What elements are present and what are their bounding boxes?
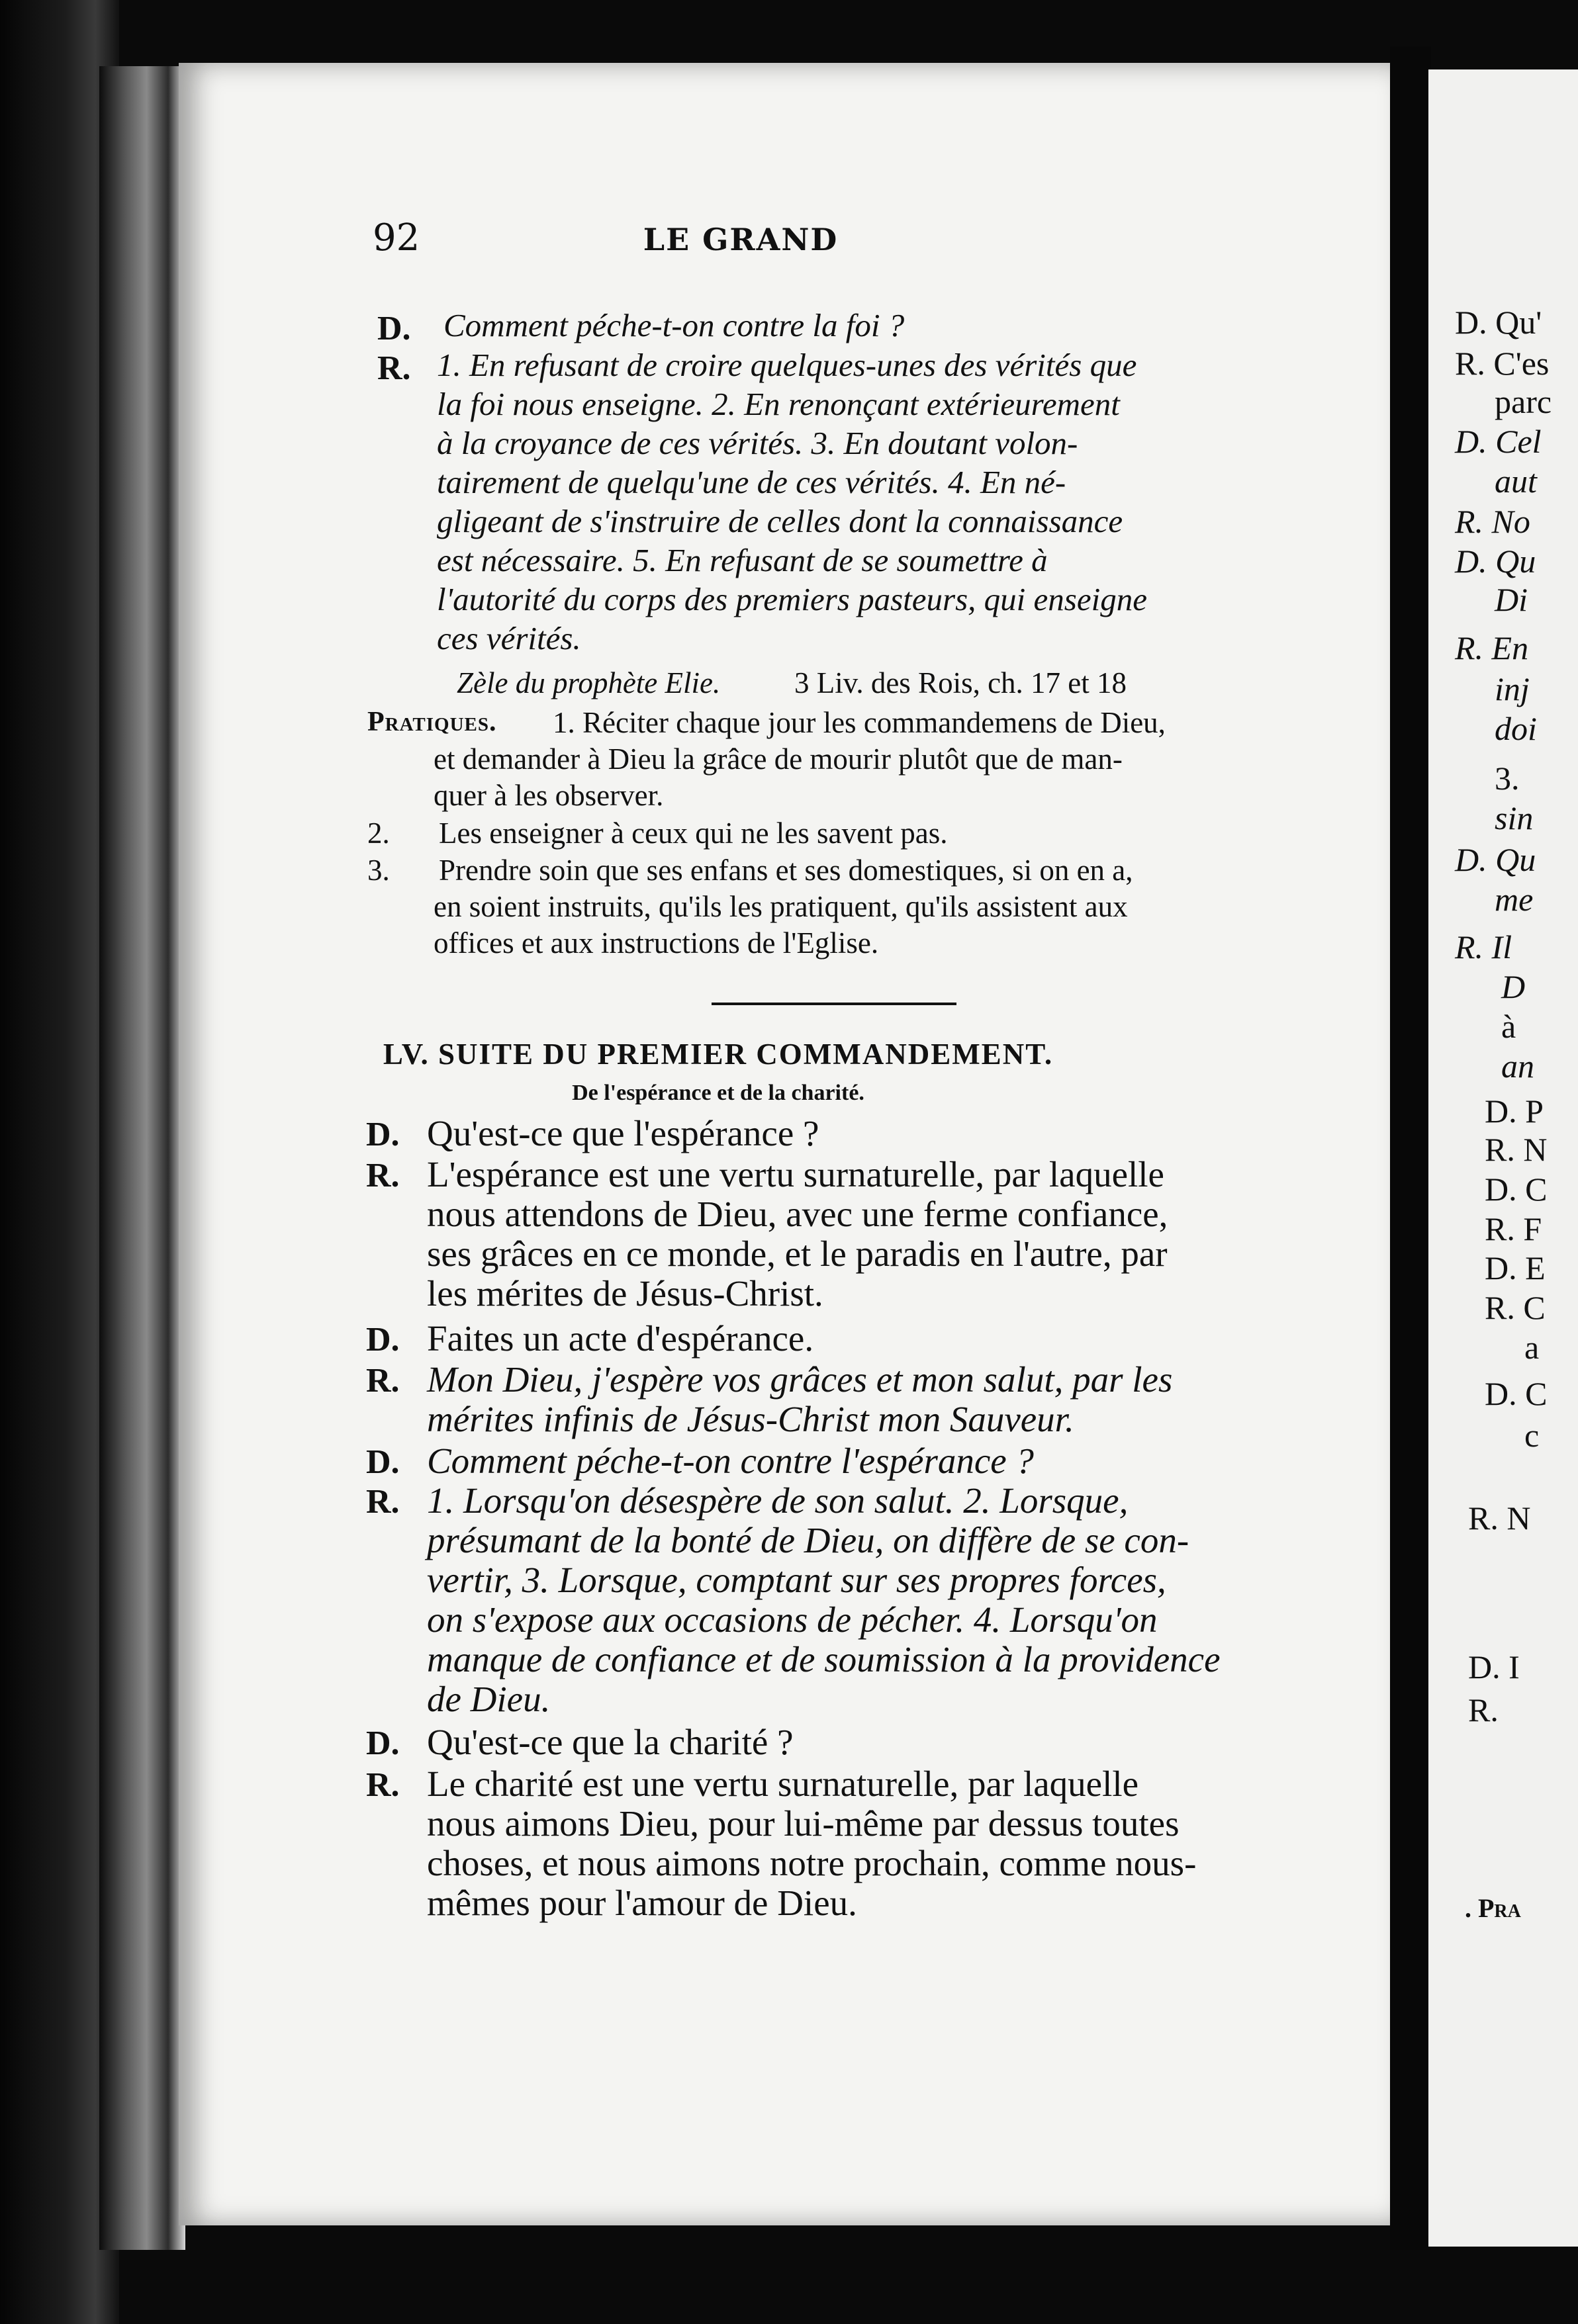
facing-line: R. En: [1455, 629, 1529, 666]
reference-title: Zèle du prophète Elie.: [457, 666, 721, 699]
facing-line: D. I: [1468, 1648, 1520, 1685]
question-text: Comment péche-t-on contre la foi ?: [443, 307, 905, 343]
facing-line: inj: [1495, 670, 1530, 707]
facing-line: aut: [1495, 463, 1537, 500]
facing-line: 3.: [1495, 760, 1520, 797]
question-label: D.: [366, 1116, 400, 1153]
answer-line: présumant de la bonté de Dieu, on diffère de se con-: [427, 1520, 1189, 1560]
question-label: D.: [366, 1443, 400, 1481]
section-subtitle: De l'espérance et de la charité.: [572, 1081, 864, 1105]
running-head: LE GRAND: [643, 222, 839, 257]
facing-line: an: [1501, 1048, 1534, 1085]
facing-line: a: [1524, 1329, 1540, 1366]
question-text: Faites un acte d'espérance.: [427, 1318, 814, 1359]
book-gutter: [1390, 46, 1431, 2250]
answer-label: R.: [366, 1362, 400, 1400]
facing-line: R. No: [1455, 503, 1530, 540]
pratiques-label: Pratiques.: [367, 707, 497, 737]
answer-line: L'espérance est une vertu surnaturelle, par laquelle: [427, 1154, 1164, 1194]
pratiques-line: en soient instruits, qu'ils les pratiquent, qu'ils assistent aux: [434, 890, 1128, 923]
answer-line: 1. Lorsqu'on désespère de son salut. 2. Lorsque,: [427, 1480, 1129, 1521]
facing-page: [1428, 69, 1578, 2247]
answer-line: ces vérités.: [437, 620, 581, 656]
facing-line: D. E: [1485, 1249, 1546, 1286]
answer-line: est nécessaire. 5. En refusant de se soumettre à: [437, 542, 1048, 578]
answer-line: l'autorité du corps des premiers pasteurs, qui enseigne: [437, 581, 1147, 617]
pratiques-line: et demander à Dieu la grâce de mourir plutôt que de man-: [434, 742, 1123, 776]
answer-line: mêmes pour l'amour de Dieu.: [427, 1883, 857, 1923]
question-text: Comment péche-t-on contre l'espérance ?: [427, 1441, 1034, 1481]
question-text: Qu'est-ce que l'espérance ?: [427, 1113, 819, 1153]
answer-line: choses, et nous aimons notre prochain, comme nous-: [427, 1843, 1197, 1883]
section-divider: [712, 1003, 956, 1005]
answer-line: les mérites de Jésus-Christ.: [427, 1273, 823, 1314]
question-text: Qu'est-ce que la charité ?: [427, 1722, 794, 1762]
answer-line: Mon Dieu, j'espère vos grâces et mon salut, par les: [427, 1359, 1173, 1400]
answer-line: manque de confiance et de soumission à la providence: [427, 1639, 1221, 1679]
answer-line: tairement de quelqu'une de ces vérités. 4. En né-: [437, 464, 1066, 500]
answer-line: la foi nous enseigne. 2. En renonçant extérieurement: [437, 386, 1120, 422]
facing-line: c: [1524, 1417, 1540, 1454]
facing-line: R. F: [1485, 1210, 1542, 1247]
pratiques-item-number: 3.: [367, 854, 390, 887]
facing-line: D. C: [1485, 1375, 1548, 1412]
answer-line: vertir, 3. Lorsque, comptant sur ses propres forces,: [427, 1560, 1166, 1600]
answer-label: R.: [366, 1157, 400, 1194]
facing-line: R.: [1468, 1691, 1499, 1728]
facing-line: D. Qu: [1455, 841, 1536, 878]
facing-line: D. P: [1485, 1093, 1544, 1130]
page-edge-stack: [99, 66, 185, 2250]
pratiques-item-number: 2.: [367, 817, 390, 850]
facing-line: R. C'es: [1455, 345, 1550, 382]
answer-line: ses grâces en ce monde, et le paradis en l'autre, par: [427, 1233, 1168, 1274]
answer-line: gligeant de s'instruire de celles dont la connaissance: [437, 503, 1123, 539]
pratiques-line: Prendre soin que ses enfans et ses domestiques, si on en a,: [439, 854, 1133, 887]
question-label: D.: [366, 1321, 400, 1359]
section-title: LV. SUITE DU PREMIER COMMANDEMENT.: [383, 1038, 1054, 1071]
answer-line: de Dieu.: [427, 1679, 551, 1719]
reference-citation: 3 Liv. des Rois, ch. 17 et 18: [794, 666, 1127, 699]
facing-line: Di: [1495, 581, 1528, 618]
facing-line: R. Il: [1455, 928, 1512, 965]
facing-line: R. N: [1485, 1131, 1548, 1168]
answer-line: mérites infinis de Jésus-Christ mon Sauveur.: [427, 1399, 1074, 1439]
facing-line: doi: [1495, 710, 1537, 747]
question-label: D.: [366, 1724, 400, 1762]
answer-label: R.: [366, 1766, 400, 1804]
answer-label: R.: [366, 1483, 400, 1521]
facing-line: R. N: [1468, 1499, 1531, 1537]
answer-label: R.: [377, 349, 411, 387]
answer-line: à la croyance de ces vérités. 3. En doutant volon-: [437, 425, 1078, 461]
answer-line: nous aimons Dieu, pour lui-même par dessus toutes: [427, 1803, 1180, 1844]
facing-line: . Pra: [1465, 1893, 1521, 1923]
facing-line: R. C: [1485, 1289, 1546, 1326]
facing-line: à: [1501, 1008, 1516, 1045]
answer-line: nous attendons de Dieu, avec une ferme confiance,: [427, 1194, 1168, 1234]
facing-line: me: [1495, 881, 1534, 918]
facing-line: D. Qu: [1455, 543, 1536, 580]
facing-line: parc: [1495, 383, 1552, 420]
pratiques-line: quer à les observer.: [434, 779, 664, 812]
pratiques-line: Les enseigner à ceux qui ne les savent pas.: [439, 817, 948, 850]
facing-line: D. C: [1485, 1171, 1548, 1208]
pratiques-line: 1. Réciter chaque jour les commandemens de Dieu,: [553, 706, 1166, 739]
book-page: [179, 63, 1390, 2225]
answer-line: on s'expose aux occasions de pécher. 4. Lorsqu'on: [427, 1599, 1158, 1640]
facing-line: sin: [1495, 799, 1534, 836]
question-label: D.: [377, 310, 411, 347]
facing-line: D. Cel: [1455, 423, 1542, 460]
facing-line: D. Qu': [1455, 304, 1542, 341]
facing-line: D: [1501, 968, 1526, 1005]
page-number: 92: [373, 216, 420, 259]
answer-line: 1. En refusant de croire quelques-unes des vérités que: [437, 347, 1137, 383]
pratiques-line: offices et aux instructions de l'Eglise.: [434, 926, 879, 960]
answer-line: Le charité est une vertu surnaturelle, par laquelle: [427, 1764, 1139, 1804]
